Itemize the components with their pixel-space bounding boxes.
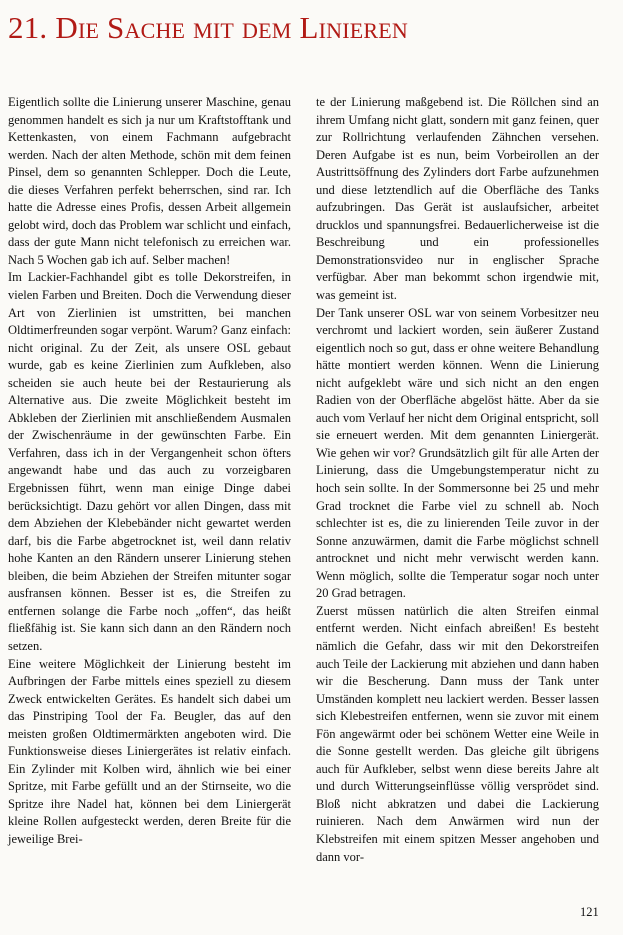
paragraph: te der Linierung maßgebend ist. Die Röllchen sind an ihrem Umfang nicht glatt, sondern mit ganz feinen, quer zur Rollrichtung verlaufenden Zähnchen versehen. Deren Aufgabe ist es nun, beim Vorbeirollen an der Austrittsöffnung des Zylinders dort Farbe aufzunehmen und diese letztendlich auf die Oberfläche des Tanks aufzubringen. Das Gerät ist auslaufsicher, arbeitet drucklos und spannungsfrei. Bedauerlicherweise ist die Beschreibung und ein professionelles Demonstrationsvideo nur in englischer Sprache verfügbar. Aber man bekommt schon irgendwie mit, was gemeint ist.	[316, 95, 599, 303]
paragraph: Im Lackier-Fachhandel gibt es tolle Dekorstreifen, in vielen Farben und Breiten. Doch die Verwendung dieser Art von Zierlinien ist umstritten, bei manchen Oldtimerfreunden sogar verpönt. Warum? Ganz einfach: nicht original. Zu der Zeit, als unsere OSL gebaut wurde, gab es keine Zierlinien zum Aufkleben, also scheiden sie auch heute bei der Restaurierung als Alternative aus. Die zweite Möglichkeit besteht im Abkleben der Zierlinien mit anschließendem Ausmalen der Zwischenräume in der gewünschten Farbe. Ein Verfahren, dass ich in der Vergangenheit schon öfters angewandt habe und das auch zu vorzeigbaren Ergebnissen führt, wenn man einige Dinge dabei berücksichtigt. Dazu gehört vor allen Dingen, dass mit dem Abziehen der Klebebänder nicht gewartet werden darf, bis die Farbe abgetrocknet ist, weil dann relativ hohe Kanten an den Rändern unserer Linierung stehen bleiben, die beim Abziehen der Streifen mitunter sogar ausfransen können. Besser ist es, die Streifen zu entfernen solange die Farbe noch „offen“, das heißt fließfähig ist. Sie kann sich dann an den Rändern noch setzen.	[8, 270, 291, 653]
paragraph: Eine weitere Möglichkeit der Linierung besteht im Aufbringen der Farbe mittels eines speziell zu diesem Zweck entwickelten Gerätes. Es handelt sich dabei um das Pinstriping Tool der Fa. Beugler, das auf den meisten großen Oldtimermärkten angeboten wird. Die Funktionsweise dieses Liniergerätes ist relativ einfach. Ein Zylinder mit Kolben wird, ähnlich wie bei einer Spritze, mit Farbe gefüllt und an der Stirnseite, wo die Spritze ihre Nadel hat, können bei dem Liniergerät kleine Rollen aufgesteckt werden, deren Breite für die jeweilige Brei-	[8, 656, 291, 846]
right-column	[316, 94, 599, 866]
chapter-title	[8, 8, 618, 48]
paragraph: Der Tank unserer OSL war von seinem Vorbesitzer neu verchromt und lackiert worden, sein äußerer Zustand eigentlich noch so gut, dass er ohne weitere Behandlung hätte montiert werden können. Wenn die Linierung nicht aufgeklebt wäre und sich nicht an den engen Radien von der Oberfläche abgelöst hätte. Aber da sie auch vom Verlauf her nicht dem Original entspricht, soll sie erneuert werden. Mit dem genannten Liniergerät. Wie gehen wir vor? Grundsätzlich gilt für alle Arten der Linierung, dass die Umgebungstemperatur nicht zu hoch sein sollte. In der Sommersonne bei 25 und mehr Grad trocknet die Farbe viel zu schnell ab. Noch schlechter ist es, die zu linierenden Teile zuvor in der Sonne anzuwärmen, damit die Farbe möglichst schnell antrocknet und nicht mehr verwischt werden kann. Wenn möglich, sollte die Temperatur sogar noch unter 20 Grad betragen.	[316, 305, 599, 601]
paragraph: Zuerst müssen natürlich die alten Streifen einmal entfernt werden. Nicht einfach abreißen! Es besteht nämlich die Gefahr, dass wir mit den Dekorstreifen auch Teile der Lackierung mit abziehen und dann haben wir die Bescherung. Dann muss der Tank unter Umständen komplett neu lackiert werden. Besser lassen sich Klebestreifen entfernen, wenn sie zuvor mit einem Fön angewärmt oder bei schönem Wetter eine Weile in die Sonne gestellt werden. Das gleiche gilt übrigens auch für Aufkleber, selbst wenn diese bereits Jahre alt und durch Witterungseinflüsse völlig versprödet sind. Bloß nicht abkratzen und dabei die Lackierung ruinieren. Nach dem Anwärmen wird nun der Klebstreifen mit einem spitzen Messer angehoben und dann vor-	[316, 603, 599, 864]
chapter-title-text: Die Sache mit dem Linieren	[55, 10, 408, 45]
page-number: 121	[580, 905, 599, 919]
paragraph: Eigentlich sollte die Linierung unserer Maschine, genau genommen handelt es sich ja nur um Kraftstofftank und Kettenkasten, von einem Fachmann aufgebracht werden. Nach der alten Methode, schön mit dem feinen Pinsel, dem so genannten Schlepper. Doch die Leute, die dieses Verfahren perfekt beherrschen, sind rar. Ich hatte die Adresse eines Profis, dessen Arbeit allgemein gelobt wird, doch das Problem war schlicht und einfach, dass der gute Mann nicht telefonisch zu erreichen war. Nach 5 Wochen gab ich auf. Selber machen!	[8, 95, 291, 267]
left-column	[8, 94, 291, 849]
chapter-number: 21.	[8, 10, 48, 45]
